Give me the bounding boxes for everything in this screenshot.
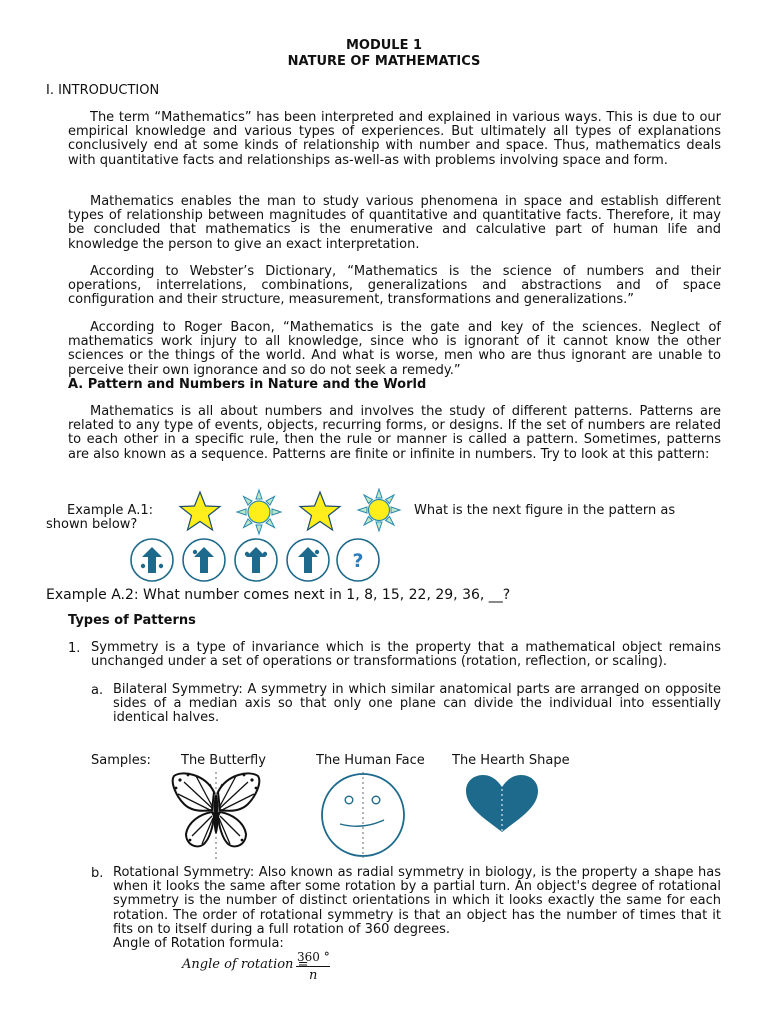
mystery-figure-label: ? — [352, 550, 364, 572]
item-b-number: b. — [91, 866, 104, 881]
sun-icon — [237, 490, 281, 534]
intro-heading: I. INTRODUCTION — [46, 83, 160, 98]
formula-lhs: Angle of rotation = — [182, 957, 309, 972]
example-a1-label: Example A.1: — [67, 503, 153, 518]
sample-heart-label: The Hearth Shape — [452, 753, 570, 768]
arrow-pattern-row — [128, 538, 380, 584]
item-1-text: Symmetry is a type of invariance which is the property that a mathematical object remains unchanged under a set of operations or transformations (rotation, reflection, or scaling). — [91, 640, 721, 670]
item-b-text: Rotational Symmetry: Also known as radial symmetry in biology, is the property a shape has when it looks the same after some rotation by a partial turn. An object's degree of rotational symmetry is the number of distinct orientations in which it looks exactly the same for each rotation. The order of rotational symmetry is that an object has the number of times that it fits on to itself during a full rotation of 360 degrees. — [113, 865, 721, 937]
example-a1-question-cont: shown below? — [46, 517, 138, 532]
formula-numerator: 360 ° — [297, 950, 330, 964]
intro-paragraph-1: The term “Mathematics” has been interpreted and explained in various ways. This is due to our empirical knowledge and various types of experiences. But ultimately all types of explanations conclusively end at some kinds of relationship with number and space. Thus, mathematics deals with quantitative facts and relationships as-well-as with problems involving space and form. — [68, 110, 721, 168]
question-mark-icon — [337, 539, 379, 581]
module-title: NATURE OF MATHEMATICS — [287, 54, 481, 69]
module-number: MODULE 1 — [345, 38, 423, 53]
star-icon — [300, 492, 340, 530]
item-a-text: Bilateral Symmetry: A symmetry in which similar anatomical parts are arranged on opposite sides of a median axis so that only one plane can divide the individual into essentially identical halves. — [113, 682, 721, 726]
samples-label: Samples: — [91, 753, 151, 768]
shape-pattern-row — [170, 488, 410, 536]
item-1-number: 1. — [68, 641, 81, 656]
intro-paragraph-4: According to Roger Bacon, “Mathematics is the gate and key of the sciences. Neglect of mathematics work injury to all knowledge, since who is ignorant of it cannot know the other sciences or the things of the world. And what is worse, men who are thus ignorant are unable to perceive their own ignorance and so do not seek a remedy.” — [68, 320, 721, 378]
arrow-up-icon — [287, 539, 329, 581]
sample-face-label: The Human Face — [316, 753, 425, 768]
example-a1-question: What is the next figure in the pattern as — [414, 503, 676, 518]
item-a-number: a. — [91, 683, 104, 698]
smiley-face-icon — [318, 772, 408, 860]
sun-icon — [358, 489, 400, 531]
star-icon — [180, 492, 220, 530]
section-a-paragraph: Mathematics is all about numbers and involves the study of different patterns. Patterns are related to any type of events, objects, recurring forms, or designs. If the set of numbers are related to each other in a specific rule, then the rule or manner is called a pattern. Sometimes, patterns are also known as a sequence. Patterns are finite or infinite in numbers. Try to look at this pattern: — [68, 404, 721, 462]
formula-denominator: n — [309, 968, 318, 983]
arrow-up-icon — [131, 539, 173, 581]
sample-butterfly-label: The Butterfly — [181, 753, 266, 768]
intro-paragraph-3: According to Webster’s Dictionary, “Mathematics is the science of numbers and their operations, interrelations, combinations, generalizations and abstractions and of space configuration and their structure, measurement, transformations and generalizations.” — [68, 264, 721, 308]
arrow-up-icon — [183, 539, 225, 581]
butterfly-icon — [170, 770, 262, 862]
formula-label: Angle of Rotation formula: — [113, 936, 284, 951]
section-a-heading: A. Pattern and Numbers in Nature and the World — [68, 377, 427, 392]
formula-fraction-bar — [296, 966, 330, 967]
arrow-up-icon — [235, 539, 277, 581]
types-heading: Types of Patterns — [68, 613, 196, 628]
intro-paragraph-2: Mathematics enables the man to study various phenomena in space and establish different types of relationship between magnitudes of quantitative and quantitative facts. Therefore, it may be concluded that mathematics is the enumerative and calculative part of human life and knowledge the person to give an exact interpretation. — [68, 194, 721, 252]
example-a2: Example A.2: What number comes next in 1, 8, 15, 22, 29, 36, __? — [46, 587, 511, 603]
heart-icon — [462, 774, 542, 834]
